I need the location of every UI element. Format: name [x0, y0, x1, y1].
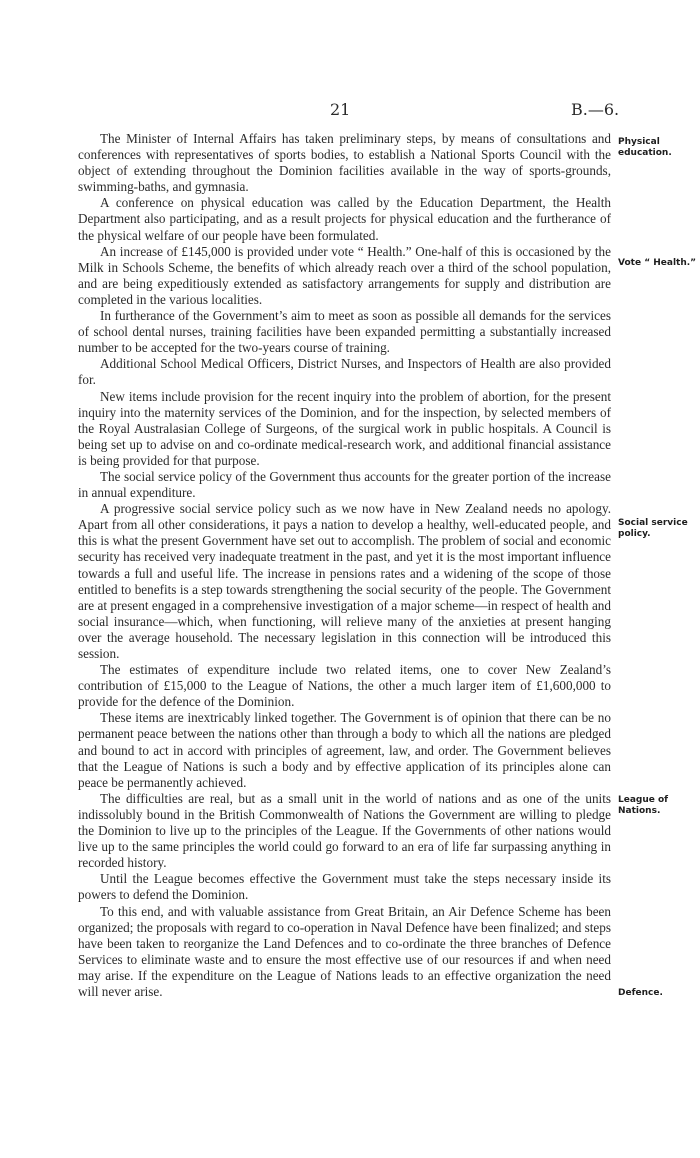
margin-note-defence: Defence. — [618, 988, 663, 998]
paragraph-medical-officers: Additional School Medical Officers, District Nurses, and Inspectors of Health are also provided for. — [78, 356, 611, 388]
paragraph-estimates: The estimates of expenditure include two related items, one to cover New Zealand’s contribution of £15,000 to the League of Nations, the other a much larger item of £1,600,000 to provide for the defence of the Dominion. — [78, 662, 611, 710]
paragraph-defence: To this end, and with valuable assistance from Great Britain, an Air Defence Scheme has been organized; the proposals with regard to co-operation in Naval Defence have been finalized; and steps have been taken to reorganize the Land Defences and to co-ordinate the three branches of Defence Services to eliminate waste and to ensure the most effective use of our resources if and when need may arise. If the expenditure on the League of Nations leads to an effective organization the need will never arise. — [78, 903, 611, 999]
paragraph-until-league-effective: Until the League becomes effective the Government must take the steps necessary inside its powers to defend the Dominion. — [78, 871, 611, 903]
paragraph-social-service-policy: The social service policy of the Government thus accounts for the greater portion of the increase in annual expenditure. — [78, 468, 611, 501]
margin-note-physical-education: Physical education. — [618, 137, 672, 158]
margin-note-vote-health: Vote “ Health.” — [618, 258, 697, 268]
page-reference: B.—6. — [571, 100, 620, 119]
paragraph-sports-council: The Minister of Internal Affairs has taken preliminary steps, by means of consultations and conferences with representatives of sports bodies, to establish a National Sports Council with the object of extending throughout the Dominion facilities available in the way of sports-grounds, swimming-baths, and gymnasia. — [78, 131, 611, 195]
paragraph-progressive-policy: A progressive social service policy such as we now have in New Zealand needs no apology. Apart from all other considerations, it pays a nation to develop a healthy, well-educated people, and this is what the present Government have set out to accomplish. The problem of social and economic security has received very inadequate treatment in the past, and yet it is the most important influence towards a full and useful life. The increase in pensions rates and a widening of the scope of those entitled to benefits is a step towards strengthening the social security of the people. The Government are at present engaged in a comprehensive investigation of a major scheme—in respect of health and social insurance—which, when functioning, will relieve many of the anxieties at present hanging over the average household. The necessary legislation in this connection will be introduced this session. — [78, 501, 611, 661]
body-text — [78, 131, 611, 1000]
paragraph-new-items: New items include provision for the recent inquiry into the problem of abortion, for the present inquiry into the maternity services of the Dominion, and for the inspection, by selected members of the Royal Australasian College of Surgeons, of the surgical work in public hospitals. A Council is being set up to advise on and co-ordinate medical-research work, and additional financial assistance is being provided for that purpose. — [78, 388, 611, 468]
paragraph-physical-education-conference: A conference on physical education was called by the Education Department, the Health Department also participating, and as a result projects for physical education and the furtherance of the physical welfare of our people have been formulated. — [78, 195, 611, 243]
margin-note-social-service-policy: Social service policy. — [618, 518, 688, 539]
paragraph-difficulties: The difficulties are real, but as a small unit in the world of nations and as one of the units indissolubly bound in the British Commonwealth of Nations the Government are willing to pledge the Dominion to live up to the principles of the League. If the Governments of other nations would live up to the same principles the world could go forward to an era of life far surpassing anything in recorded history. — [78, 790, 611, 871]
margin-note-league-of-nations: League of Nations. — [618, 795, 669, 816]
page-number: 21 — [330, 100, 351, 119]
paragraph-dental-nurses: In furtherance of the Government’s aim to meet as soon as possible all demands for the services of school dental nurses, training facilities have been expanded permitting a substantially increased number to be accepted for the two-years course of training. — [78, 308, 611, 356]
paragraph-league-of-nations: These items are inextricably linked together. The Government is of opinion that there can be no permanent peace between the nations other than through a body to which all the nations are pledged and bound to act in accord with principles of agreement, law, and order. The Government believes that the League of Nations is such a body and by effective application of its principles alone can peace be permanently achieved. — [78, 710, 611, 790]
paragraph-vote-health: An increase of £145,000 is provided under vote “ Health.” One-half of this is occasioned by the Milk in Schools Scheme, the benefits of which already reach over a third of the school population, and are being expeditiously extended as satisfactory arrangements for supply and distribution are completed in the various localities. — [78, 243, 611, 307]
